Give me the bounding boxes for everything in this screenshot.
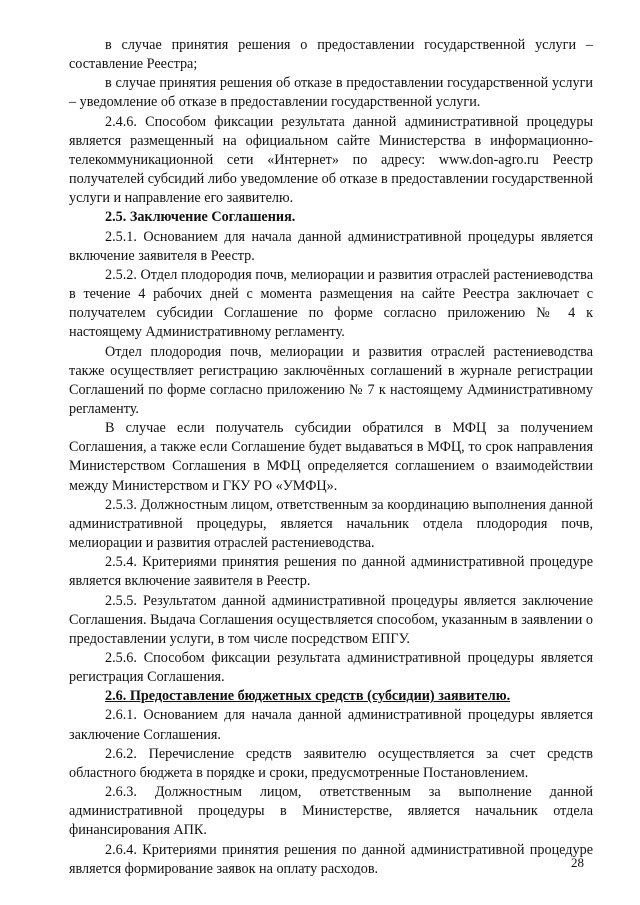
paragraph: 2.6.1. Основанием для начала данной административной процедуры является заключение Соглашения.: [69, 707, 593, 743]
paragraph: В случае если получатель субсидии обратился в МФЦ за получением Соглашения, а также если Соглашение будет выдаваться в МФЦ, то срок направления Министерством Соглашения в МФЦ определяется соглашением о взаимодействии между Министерством и ГКУ РО «УМФЦ».: [69, 420, 593, 494]
paragraph: в случае принятия решения об отказе в предоставлении государственной услуги – уведомление об отказе в предоставлении государственной услуги.: [69, 75, 593, 111]
paragraph: 2.5.5. Результатом данной административной процедуры является заключение Соглашения. Выдача Соглашения осуществляется способом, указанным в заявлении о предоставлении услуги, в том числе посредством ЕПГУ.: [69, 592, 593, 647]
paragraph: 2.5.6. Способом фиксации результата административной процедуры является регистрация Соглашения.: [69, 650, 593, 686]
section-heading: 2.5. Заключение Соглашения.: [105, 209, 296, 226]
paragraph: 2.6.4. Критериями принятия решения по данной административной процедуре является формирование заявок на оплату расходов.: [69, 841, 593, 877]
section-heading: 2.6. Предоставление бюджетных средств (субсидии) заявителю.: [105, 688, 511, 705]
page-number: 28: [571, 855, 584, 870]
paragraph: 2.5.3. Должностным лицом, ответственным за координацию выполнения данной административной процедуры, является начальник отдела плодородия почв, мелиорации и развития отраслей растениеводства.: [69, 496, 593, 552]
document-page: [69, 36, 593, 879]
paragraph: 2.5.4. Критериями принятия решения по данной административной процедуре является включение заявителя в Реестр.: [69, 554, 593, 590]
paragraph: 2.5.2. Отдел плодородия почв, мелиорации и развития отраслей растениеводства в течение 4 рабочих дней с момента размещения на сайте Реестра заключает с получателем субсидии Соглашение по форме согласно приложению № 4 к настоящему Административному регламенту.: [69, 266, 593, 341]
paragraph: в случае принятия решения о предоставлении государственной услуги – составление Реестра;: [69, 37, 593, 73]
paragraph: 2.4.6. Способом фиксации результата данной административной процедуры является размещенный на официальном сайте Министерства в информационно-телекоммуникационной сети «Интернет» по адресу: www.don-agro.ru Реестр получателей субсидий либо уведомление об отказе в предоставлении государственной услуги и направление его заявителю.: [69, 113, 593, 207]
paragraph: 2.6.2. Перечисление средств заявителю осуществляется за счет средств областного бюджета в порядке и сроки, предусмотренные Постановлением.: [69, 745, 593, 781]
paragraph: 2.6.3. Должностным лицом, ответственным за выполнение данной административной процедуры в Министерстве, является начальник отдела финансирования АПК.: [69, 784, 593, 839]
paragraph: 2.5.1. Основанием для начала данной административной процедуры является включение заявителя в Реестр.: [69, 228, 593, 264]
paragraph: Отдел плодородия почв, мелиорации и развития отраслей растениеводства также осуществляет регистрацию заключённых соглашений в журнале регистрации Соглашений по форме согласно приложению № 7 к настоящему Административному регламенту.: [69, 343, 593, 417]
